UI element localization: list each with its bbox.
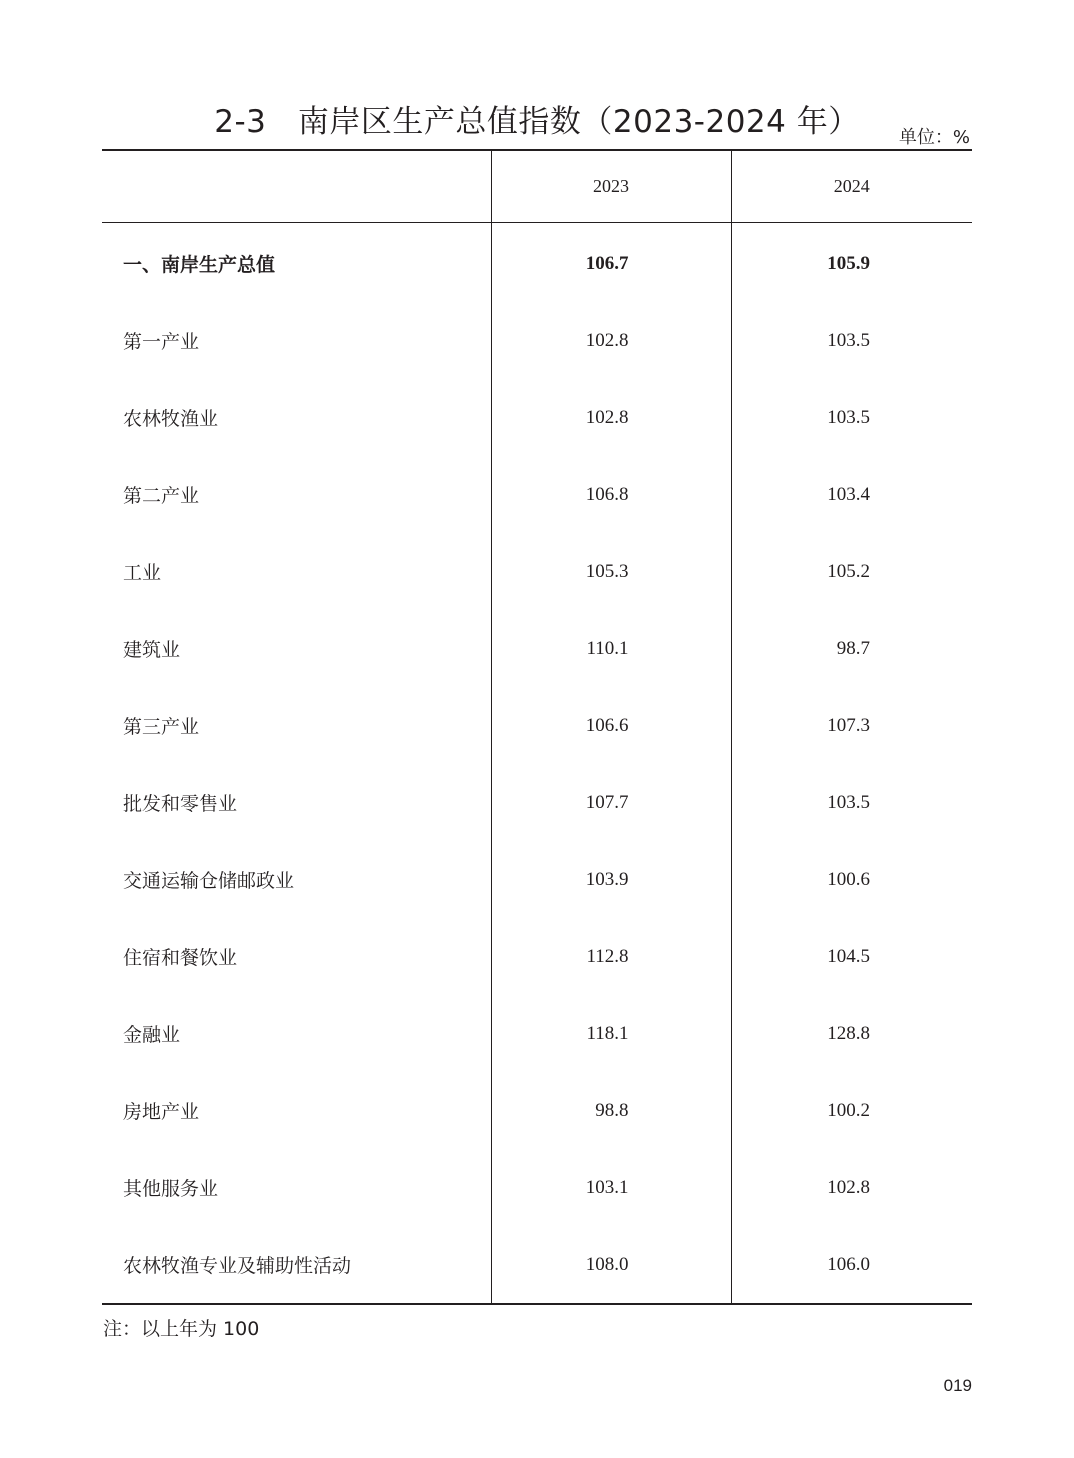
row-label: 住宿和餐饮业 <box>123 947 238 969</box>
row-label: 建筑业 <box>123 639 181 661</box>
row-label: 农林牧渔专业及辅助性活动 <box>123 1255 352 1277</box>
value-2024: 105.9 <box>731 223 972 303</box>
value-2024: 105.2 <box>731 533 972 610</box>
unit-label: 单位：% <box>898 127 970 148</box>
row-label: 批发和零售业 <box>123 793 238 815</box>
table-row <box>102 456 972 533</box>
table-row <box>102 302 972 379</box>
table-row <box>102 995 972 1072</box>
row-label: 第一产业 <box>123 331 200 353</box>
table-row <box>102 918 972 995</box>
value-2024: 98.7 <box>731 610 972 687</box>
table-row <box>102 379 972 456</box>
value-2024: 100.2 <box>731 1072 972 1149</box>
table-row <box>102 223 972 303</box>
row-label: 一、南岸生产总值 <box>123 254 276 276</box>
value-2024: 102.8 <box>731 1149 972 1226</box>
header-indicator <box>102 150 491 223</box>
value-2024: 103.5 <box>731 764 972 841</box>
row-label: 农林牧渔业 <box>123 408 219 430</box>
row-label: 金融业 <box>123 1024 181 1046</box>
value-2024: 106.0 <box>731 1226 972 1304</box>
value-2024: 103.5 <box>731 379 972 456</box>
value-2023: 110.1 <box>491 610 731 687</box>
value-2024: 103.5 <box>731 302 972 379</box>
value-2023: 108.0 <box>491 1226 731 1304</box>
header-year-2024: 2024 <box>731 150 972 223</box>
value-2024: 107.3 <box>731 687 972 764</box>
row-label: 交通运输仓储邮政业 <box>123 870 295 892</box>
header-year-2023: 2023 <box>491 150 731 223</box>
gdp-index-table <box>102 149 972 1305</box>
table-row <box>102 764 972 841</box>
table-row <box>102 841 972 918</box>
table-row <box>102 1149 972 1226</box>
value-2024: 103.4 <box>731 456 972 533</box>
table-header-row <box>102 150 972 223</box>
value-2023: 103.1 <box>491 1149 731 1226</box>
value-2023: 105.3 <box>491 533 731 610</box>
value-2024: 128.8 <box>731 995 972 1072</box>
page-number: 019 <box>943 1376 972 1395</box>
table-row <box>102 687 972 764</box>
value-2024: 100.6 <box>731 841 972 918</box>
row-label: 工业 <box>123 562 162 584</box>
page-title: 2-3 南岸区生产总值指数（2023-2024 年） <box>214 104 860 140</box>
row-label: 其他服务业 <box>123 1178 219 1200</box>
value-2023: 106.7 <box>491 223 731 303</box>
value-2024: 104.5 <box>731 918 972 995</box>
table-footnote: 注：以上年为 100 <box>103 1318 260 1340</box>
value-2023: 118.1 <box>491 995 731 1072</box>
value-2023: 102.8 <box>491 302 731 379</box>
table-row <box>102 1226 972 1304</box>
value-2023: 106.8 <box>491 456 731 533</box>
value-2023: 102.8 <box>491 379 731 456</box>
row-label: 房地产业 <box>123 1101 200 1123</box>
value-2023: 98.8 <box>491 1072 731 1149</box>
row-label: 第三产业 <box>123 716 200 738</box>
table-row <box>102 1072 972 1149</box>
value-2023: 106.6 <box>491 687 731 764</box>
value-2023: 112.8 <box>491 918 731 995</box>
value-2023: 103.9 <box>491 841 731 918</box>
row-label: 第二产业 <box>123 485 200 507</box>
table-row <box>102 533 972 610</box>
value-2023: 107.7 <box>491 764 731 841</box>
table-row <box>102 610 972 687</box>
